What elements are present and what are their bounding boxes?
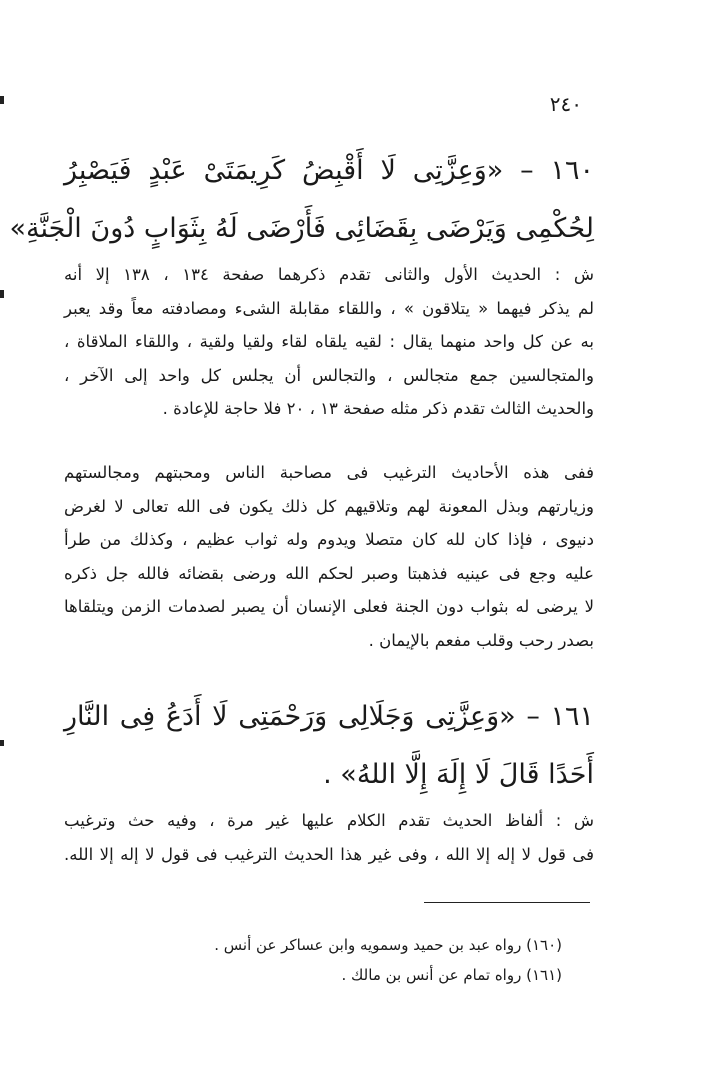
scan-edge-mark (0, 740, 4, 746)
text-line: لا يرضى له بثواب دون الجنة فعلى الإنسان أن يصبر لصدمات الزمن ويتلقاها (64, 597, 594, 616)
text-line: لم يذكر فيهما « يتلاقون » ، واللقاء مقابلة الشىء ومصادفته معاً وقد يعبر (64, 298, 594, 318)
text-line: عليه وجع فى عينيه فذهبتا وصبر لحكم الله ورضى بقضائه فالله جل ذكره (64, 563, 594, 583)
text-line: والمتجالسين جمع متجالس ، والتجالس أن يجلس كل واحد إلى الآخر ، (64, 365, 594, 385)
scan-edge-mark (0, 290, 4, 298)
text-line: ش : ألفاظ الحديث تقدم الكلام عليها غير مرة ، وفيه حث وترغيب (64, 811, 594, 830)
text-line: والحديث الثالث تقدم ذكر مثله صفحة ١٣ ، ٢٠ فلا حاجة للإعادة . (162, 399, 594, 418)
text-line: دنيوى ، فإذا كان لله كان متصلا ويدوم وله ثواب عظيم ، وكذلك من طرأ (64, 530, 594, 549)
hadith-line: ١٦١ – «وَعِزَّتِى وَجَلَالِى وَرَحْمَتِى لَا أَدَعُ فِى النَّارِ (64, 701, 594, 732)
commentary-161 (64, 804, 594, 871)
hadith-161 (64, 688, 594, 804)
text-line: بصدر رحب وقلب مفعم بالإيمان . (368, 630, 594, 650)
hadith-160 (9, 142, 594, 258)
commentary-160 (64, 258, 594, 426)
text-line: به عن كل واحد منهما يقال : لقيه يلقاه لقاء ولقيا ولقية ، واللقاء الملاقاة ، (64, 332, 594, 351)
text-line: ش : الحديث الأول والثانى تقدم ذكرهما صفحة ١٣٤ ، ١٣٨ إلا أنه (64, 265, 594, 284)
hadith-line: لِحُكْمِى وَيَرْضَى بِقَضَائِى فَأَرْضَى لَهُ بِثَوَابٍ دُونَ الْجَنَّةِ» (9, 213, 594, 244)
scan-edge-mark (0, 96, 4, 104)
footnote-160: (١٦٠) رواه عبد بن حميد وسمويه وابن عساكر عن أنس . (214, 936, 562, 954)
explanation-paragraph (64, 456, 594, 657)
page-number: ٢٤٠ (549, 92, 582, 116)
text-line: فى قول لا إله إلا الله ، وفى غير هذا الحديث الترغيب فى قول لا إله إلا الله. (64, 844, 594, 864)
footnote-161: (١٦١) رواه تمام عن أنس بن مالك . (341, 966, 562, 984)
hadith-line: أَحَدًا قَالَ لَا إِلَهَ إِلَّا اللهُ» . (323, 759, 594, 790)
text-line: وزيارتهم وبذل المعونة لهم وتلاقيهم كل ذلك يكون فى الله تعالى لا لغرض (64, 496, 594, 516)
text-line: ففى هذه الأحاديث الترغيب فى مصاحبة الناس ومحبتهم ومجالستهم (64, 463, 594, 482)
footnotes (214, 930, 562, 990)
footnote-divider (424, 902, 590, 903)
hadith-line: ١٦٠ – «وَعِزَّتِى لَا أَقْبِضُ كَرِيمَتَىْ عَبْدٍ فَيَصْبِرُ (64, 155, 594, 186)
